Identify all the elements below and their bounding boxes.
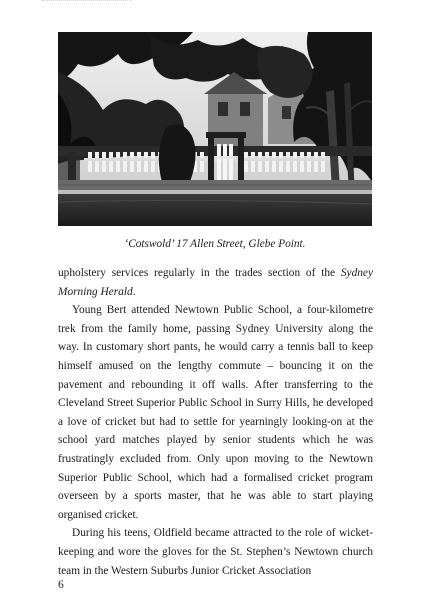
photo-illustration xyxy=(58,32,372,226)
running-header-trace xyxy=(42,0,132,6)
newspaper-title: Sydney Morning Herald xyxy=(58,267,373,298)
figure-caption: ‘Cotswold’ 17 Allen Street, Glebe Point. xyxy=(124,238,306,250)
paragraph-1 xyxy=(58,264,373,301)
paragraph-1-text: upholstery services regularly in the trades section of the xyxy=(58,267,341,279)
house-photograph xyxy=(58,32,372,226)
paragraph-1-end: . xyxy=(132,285,136,298)
paragraph-3: During his teens, Oldfield became attracted to the role of wicket-keeping and wore the gloves for the St. Stephen’s Newtown church team in the Western Suburbs Junior Cricket Association xyxy=(58,527,373,577)
paragraph-2: Young Bert attended Newtown Public School, a four-kilometre trek from the family home, passing Sydney University along the way. In customary short pants, he would carry a tennis ball to keep himself amused on the lengthy commute – bouncing it on the pavement and rebounding it off walls. After transferring to the Cleveland Street Superior Public School in Surry Hills, he developed a love of cricket but had to settle for yearningly looking-on at the school yard matches played by senior students which he was frustratingly excluded from. Only upon moving to the Newtown Superior Public School, which had a formalised cricket program overseen by a sports master, that he was able to start playing organised cricket. xyxy=(58,304,373,521)
page-number: 6 xyxy=(58,579,64,591)
body-text xyxy=(58,264,373,580)
